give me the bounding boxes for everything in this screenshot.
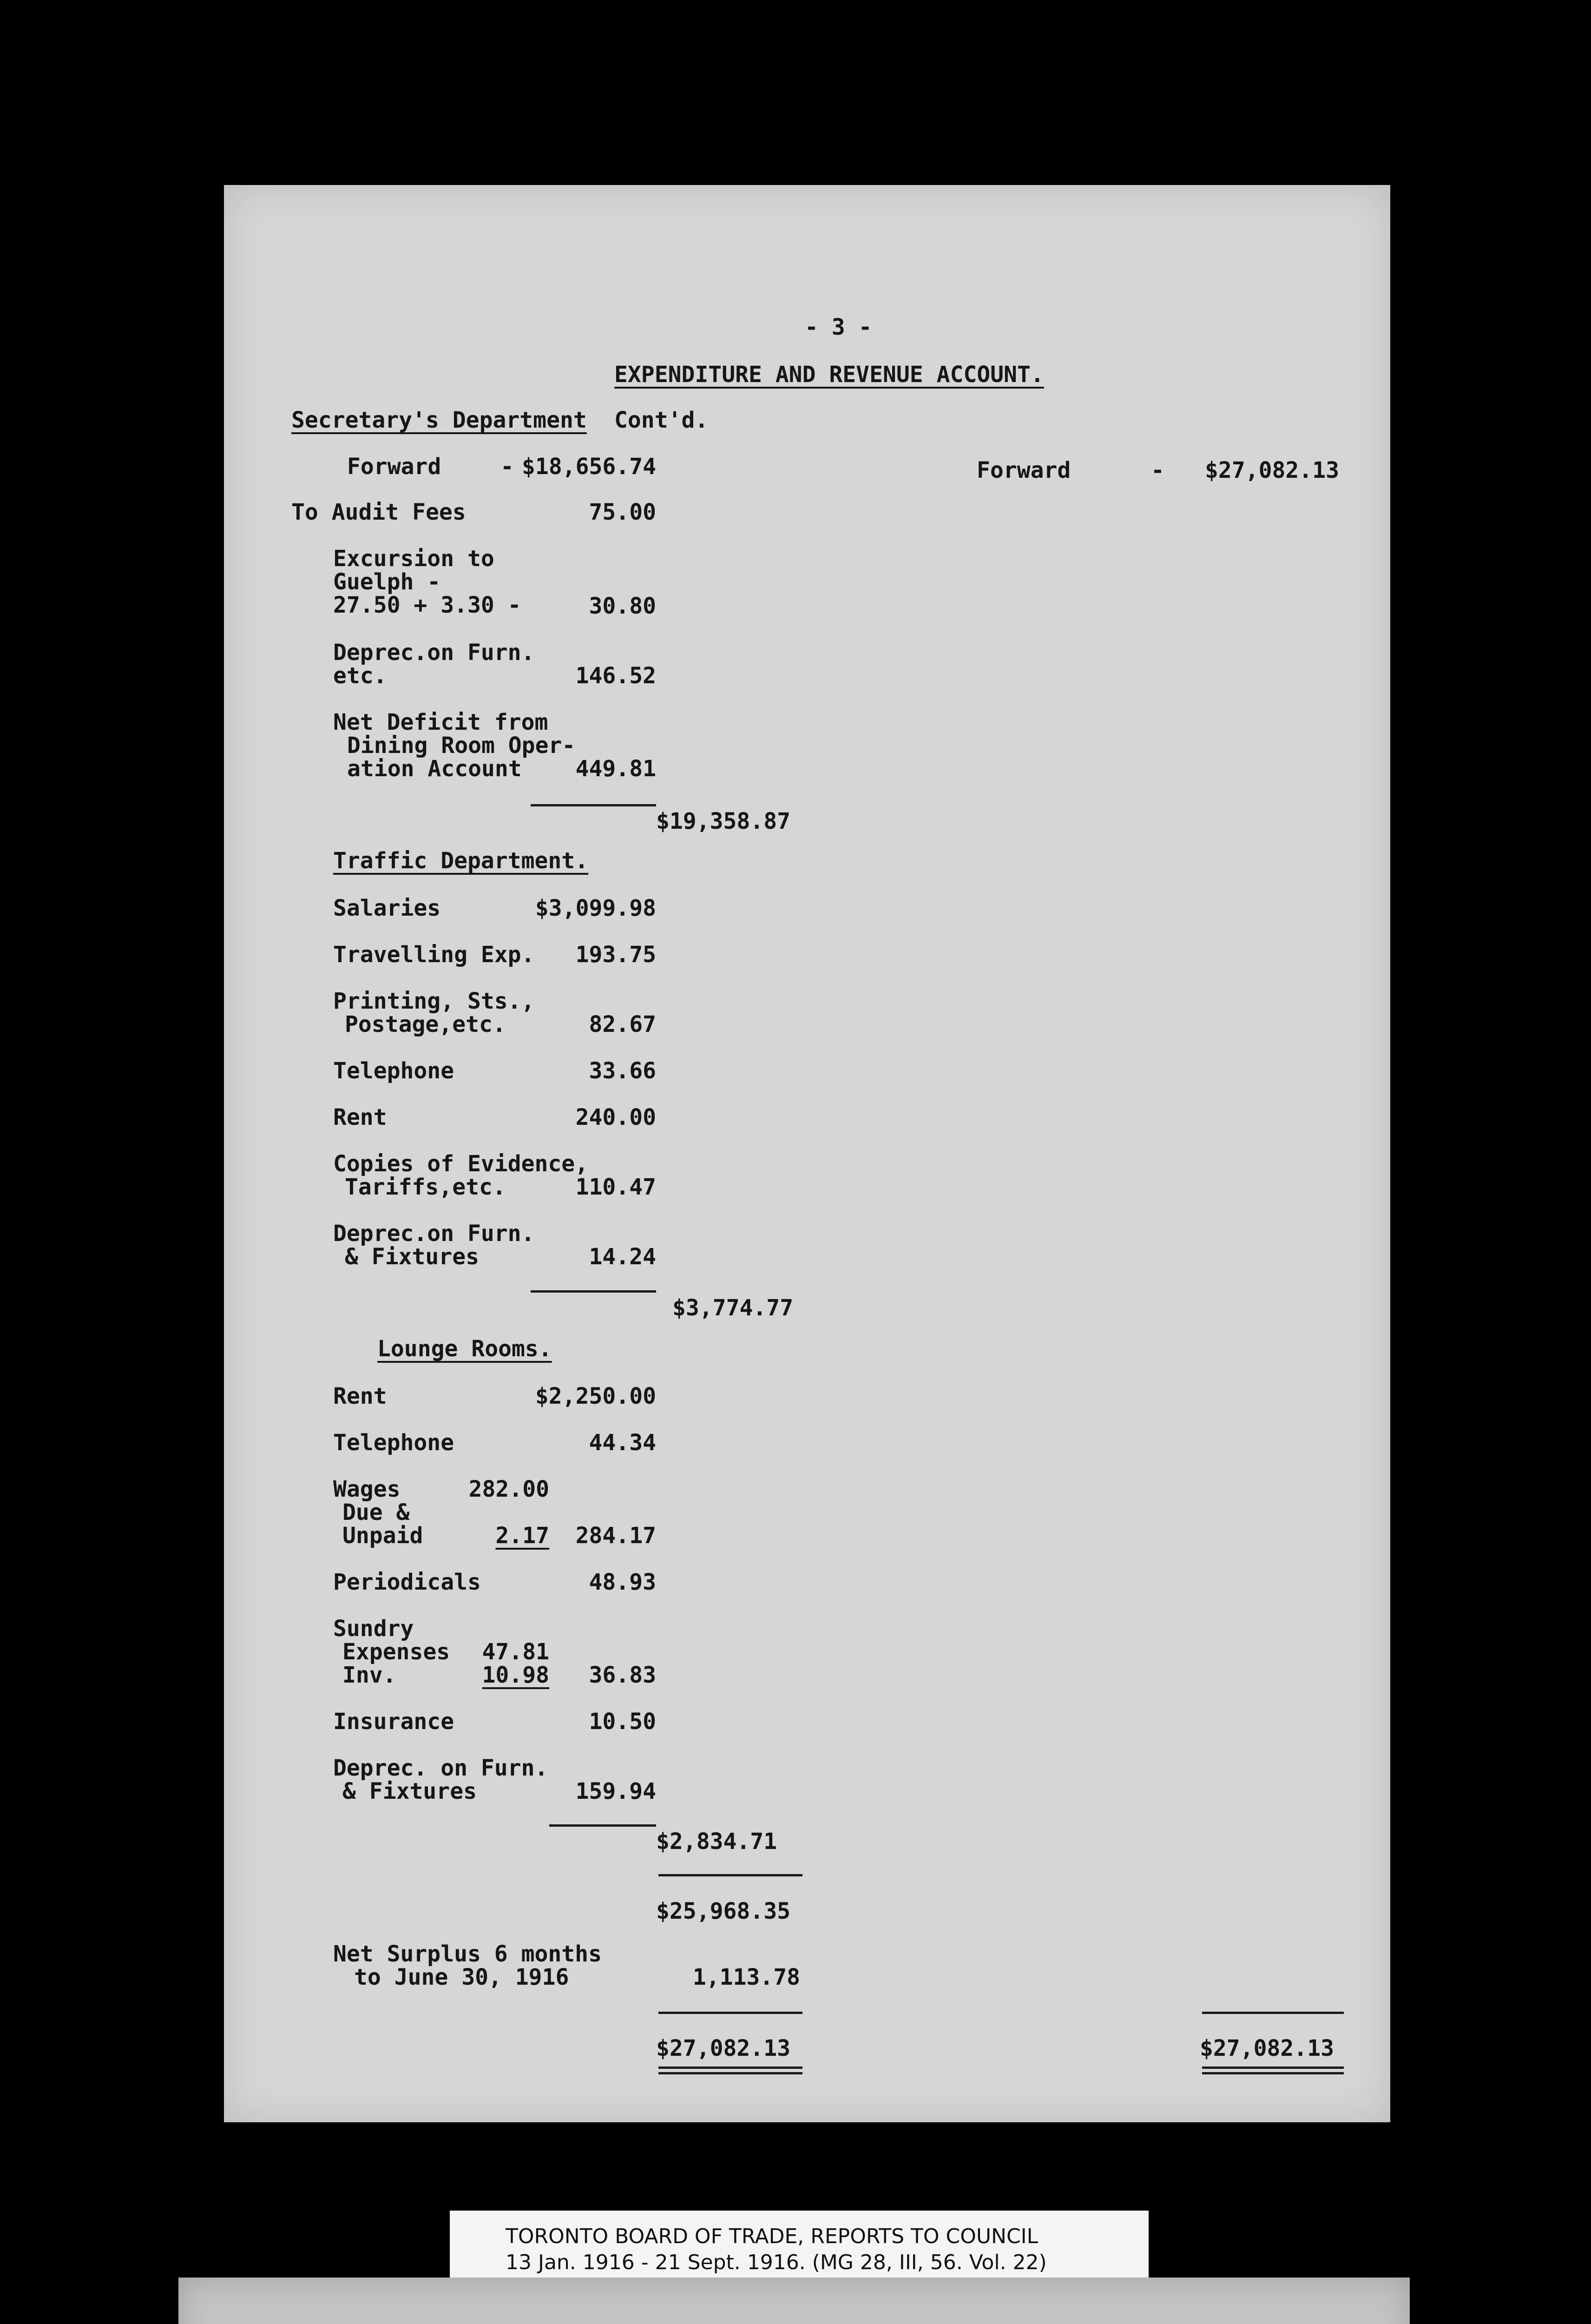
inv-label: Inv. [342,1662,396,1688]
surplus-amount: 1,113.78 [692,1964,800,1990]
secretary-deprec-line-2: etc. [333,663,387,689]
travelling-amount: 193.75 [575,942,656,968]
traffic-deprec-line-1: Deprec.on Furn. [333,1221,535,1247]
surplus-line-2: to June 30, 1916 [354,1964,569,1990]
grand-total-rule-right-bottom-2 [1202,2072,1344,2074]
lounge-rent-amount: $2,250.00 [535,1383,656,1409]
subtotal-rule [658,1874,802,1876]
insurance-label: Insurance [333,1709,454,1735]
right-forward-label: Forward [977,457,1071,483]
due-line-1: Due & [342,1499,410,1525]
secretary-heading: Secretary's Department [291,407,587,433]
document-title: EXPENDITURE AND REVENUE ACCOUNT. [614,362,1044,388]
sundry-amount: 47.81 [482,1639,549,1665]
traffic-rent-label: Rent [333,1104,387,1130]
copies-line-1: Copies of Evidence, [333,1151,589,1177]
excursion-line-1: Excursion to [333,546,494,572]
lounge-deprec-line-2: & Fixtures [342,1778,477,1804]
deficit-amount: 449.81 [575,756,656,782]
due-line-2: Unpaid [342,1523,423,1549]
printing-amount: 82.67 [589,1011,656,1037]
lounge-telephone-amount: 44.34 [589,1430,656,1456]
subtotal: $25,968.35 [656,1898,790,1924]
lounge-deprec-amount: 159.94 [575,1778,656,1804]
grand-total-left: $27,082.13 [656,2035,790,2061]
public-archives-banner [178,2278,1410,2324]
grand-total-rule-left-bottom-2 [658,2072,802,2074]
salaries-label: Salaries [333,895,441,921]
surplus-line-1: Net Surplus 6 months [333,1941,602,1967]
inv-amount: 10.98 [482,1662,549,1688]
copies-line-2: Tariffs,etc. [345,1174,506,1200]
right-forward-amount: $27,082.13 [1205,457,1339,483]
traffic-telephone-label: Telephone [333,1058,454,1084]
deficit-line-1: Net Deficit from [333,709,548,735]
grand-total-rule-right-bottom-1 [1202,2067,1344,2069]
lounge-heading: Lounge Rooms. [377,1336,552,1362]
audit-fees-label: To Audit Fees [291,499,466,525]
periodicals-label: Periodicals [333,1569,481,1595]
lounge-telephone-label: Telephone [333,1430,454,1456]
sundry-total: 36.83 [589,1662,656,1688]
travelling-label: Travelling Exp. [333,942,535,968]
forward-label: Forward [347,454,441,480]
archive-reference-label [450,2211,1149,2286]
grand-total-rule-right-top [1202,2012,1344,2014]
grand-total-rule-left-bottom-1 [658,2067,802,2069]
printing-line-2: Postage,etc. [345,1011,506,1037]
due-amount: 2.17 [495,1523,549,1549]
forward-amount: $18,656.74 [522,454,656,480]
grand-total-right: $27,082.13 [1200,2035,1334,2061]
lounge-sum-rule [549,1824,656,1827]
excursion-amount: 30.80 [589,593,656,619]
secretary-deprec-amount: 146.52 [575,663,656,689]
traffic-sum-rule [531,1290,656,1293]
deficit-line-2: Dining Room Oper- [347,733,576,759]
secretary-deprec-line-1: Deprec.on Furn. [333,640,535,666]
printing-line-1: Printing, Sts., [333,988,535,1014]
secretary-sum-rule [531,804,656,806]
secretary-heading-suffix: Cont'd. [614,407,709,433]
copies-amount: 110.47 [575,1174,656,1200]
traffic-rent-amount: 240.00 [575,1104,656,1130]
excursion-line-2: Guelph - [333,569,441,595]
periodicals-amount: 48.93 [589,1569,656,1595]
wages-amount: 282.00 [468,1476,549,1502]
lounge-total: $2,834.71 [656,1829,777,1855]
secretary-total: $19,358.87 [656,808,790,834]
right-forward-dash: - [1151,457,1164,483]
page-number: - 3 - [805,314,872,340]
lounge-rent-label: Rent [333,1383,387,1409]
wages-label: Wages [333,1476,401,1502]
traffic-total: $3,774.77 [672,1295,794,1321]
sundry-line-1: Sundry [333,1616,414,1642]
grand-total-rule-left-top [658,2012,802,2014]
traffic-deprec-line-2: & Fixtures [345,1244,479,1270]
lounge-deprec-line-1: Deprec. on Furn. [333,1755,548,1781]
salaries-amount: $3,099.98 [535,895,656,921]
forward-dash: - [500,454,514,480]
reference-line-1: TORONTO BOARD OF TRADE, REPORTS TO COUNCIL [506,2225,1039,2248]
traffic-telephone-amount: 33.66 [589,1058,656,1084]
deficit-line-3: ation Account [347,756,522,782]
audit-fees-amount: 75.00 [589,499,656,525]
wages-total: 284.17 [575,1523,656,1549]
excursion-line-3: 27.50 + 3.30 - [333,592,521,618]
typed-document-page [224,185,1390,2122]
insurance-amount: 10.50 [589,1709,656,1735]
traffic-deprec-amount: 14.24 [589,1244,656,1270]
reference-line-2: 13 Jan. 1916 - 21 Sept. 1916. (MG 28, III, 56. Vol. 22) [506,2251,1047,2274]
sundry-line-2: Expenses [342,1639,450,1665]
traffic-heading: Traffic Department. [333,848,589,874]
